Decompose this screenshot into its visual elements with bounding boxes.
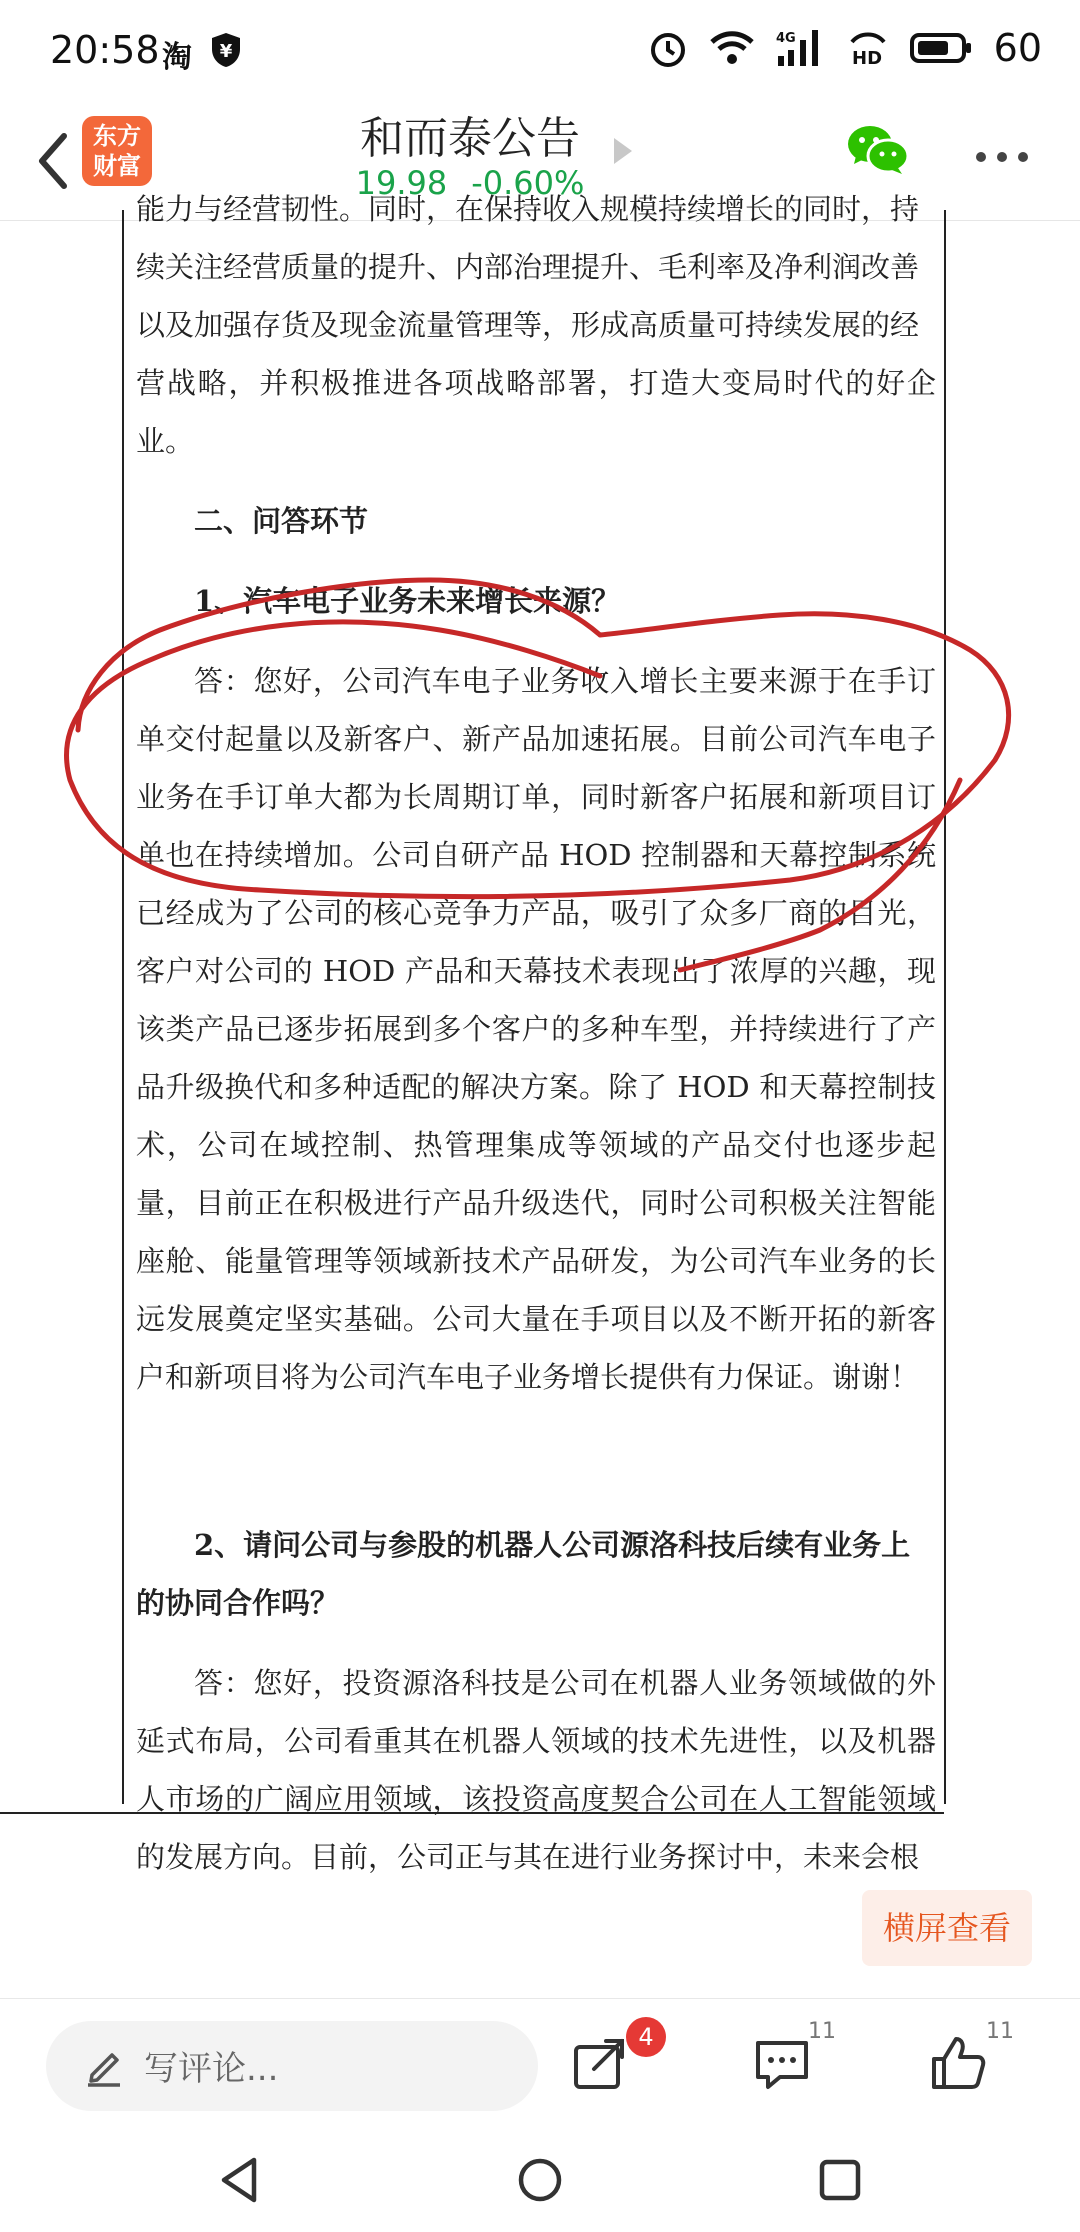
status-bar — [0, 0, 1080, 108]
nav-recents-icon[interactable] — [818, 2158, 862, 2202]
comment-icon[interactable] — [752, 2033, 812, 2093]
comment-input[interactable] — [46, 2021, 538, 2111]
svg-text:4G: 4G — [775, 31, 796, 46]
hd-icon — [848, 28, 888, 68]
section-heading: 二、问答环节 — [194, 504, 369, 538]
more-icon[interactable] — [974, 150, 1030, 164]
wifi-icon — [710, 30, 754, 66]
like-icon[interactable] — [928, 2033, 988, 2093]
system-nav-bar — [0, 2132, 1080, 2232]
page-title: 和而泰公告 — [360, 113, 580, 164]
battery-level: 60 — [993, 26, 1042, 70]
play-icon[interactable] — [612, 136, 634, 166]
logo-text-2: 财富 — [93, 152, 141, 180]
comment-count: 11 — [808, 2019, 836, 2044]
status-time: 20:58 — [50, 28, 160, 72]
doc-line: 营战略，并积极推进各项战略部署，打造大变局时代的好企业。 — [136, 366, 936, 458]
doc-line: 能力与经营韧性。同时，在保持收入规模持续增长的同时，持 — [136, 192, 920, 226]
comment-placeholder: 写评论... — [144, 2049, 279, 2089]
taobao-notification-icon: 淘 — [162, 40, 192, 75]
pen-icon — [84, 2045, 124, 2087]
status-right — [648, 26, 1042, 70]
svg-text:HD: HD — [851, 48, 882, 69]
doc-line: 续关注经营质量的提升、内部治理提升、毛利率及净利润改善 — [136, 250, 920, 284]
logo-text-1: 东方 — [93, 122, 141, 150]
share-icon[interactable] — [570, 2033, 630, 2093]
nav-back-icon[interactable] — [218, 2156, 262, 2204]
stock-change: -0.60% — [471, 164, 585, 202]
question-1: 1、汽车电子业务未来增长来源？ — [194, 584, 621, 618]
wechat-icon[interactable] — [846, 122, 910, 178]
signal-icon — [776, 28, 826, 68]
svg-text:¥: ¥ — [219, 41, 233, 62]
battery-icon — [910, 32, 972, 64]
document-viewer[interactable] — [0, 192, 1080, 1874]
like-count: 11 — [986, 2019, 1014, 2044]
shield-notification-icon — [210, 32, 242, 68]
document-content — [136, 192, 936, 1886]
alarm-icon — [648, 28, 688, 68]
action-bar — [0, 1998, 1080, 2133]
stock-price: 19.98 — [355, 164, 448, 202]
landscape-view-button[interactable]: 横屏查看 — [862, 1890, 1032, 1966]
doc-line: 以及加强存货及现金流量管理等，形成高质量可持续发展的经 — [136, 308, 920, 342]
answer-1: 答：您好，公司汽车电子业务收入增长主要来源于在手订单交付起量以及新客户、新产品加速拓展。目前公司汽车电子业务在手订单大都为长周期订单，同时新客户拓展和新项目订单也在持续增加。公司自研产品 HOD 控制器和天幕控制系统已经成为了公司的核心竞争力产品，吸引了众多厂商的目光，客户对公司的 HOD 产品和天幕技术表现出了浓厚的兴趣，现该类产品已逐步拓展到多个客户的多种车型，并持续进行了产品升级换代和多种适配的解决方案。除了 HOD 和天幕控制技术，公司在域控制、热管理集成等领域的产品交付也逐步起量，目前正在积极进行产品升级迭代，同时公司积极关注智能座舱、能量管理等领域新技术产品研发，为公司汽车业务的长远发展奠定坚实基础。公司大量在手项目以及不断开拓的新客户和新项目将为公司汽车电子业务增长提供有力保证。谢谢！ — [136, 664, 936, 1394]
answer-2: 答：您好，投资源洛科技是公司在机器人业务领域做的外延式布局，公司看重其在机器人领域的技术先进性，以及机器人市场的广阔应用领域，该投资高度契合公司在人工智能领域的发展方向。目前，公司正与其在进行业务探讨中，未来会根 — [136, 1666, 936, 1874]
question-2: 2、请问公司与参股的机器人公司源洛科技后续有业务上的协同合作吗？ — [136, 1528, 911, 1620]
nav-home-icon[interactable] — [516, 2156, 564, 2204]
share-badge: 4 — [626, 2017, 666, 2057]
